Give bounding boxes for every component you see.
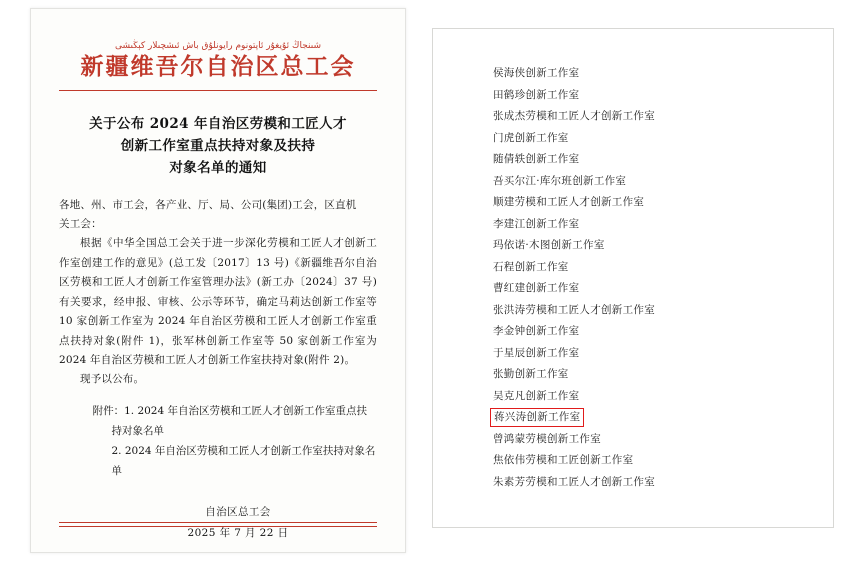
- notice-document-page: [30, 8, 406, 553]
- list-item: 曹红建创新工作室: [493, 282, 580, 294]
- list-item: 吾买尔江·库尔班创新工作室: [493, 174, 627, 187]
- studio-name-list: [493, 63, 813, 493]
- attachments-label-and-first: [59, 402, 377, 422]
- attachment-item-2: 2. 2024 年自治区劳模和工匠人才创新工作室扶持对象名单: [111, 444, 376, 477]
- list-item: [493, 407, 813, 429]
- body-paragraph-main: 根据《中华全国总工会关于进一步深化劳模和工匠人才创新工作室创建工作的意见》(总工发〔2017〕13 号)《新疆维吾尔自治区劳模和工匠人才创新工作室管理办法》(新工办〔2024〕37 号)有关要求，经申报、审核、公示等环节，确定马莉达创新工作室等 10 家创新工作室为 2024 年自治区劳模和工匠人才创新工作室重点扶持对象(附件 1)，张军林创新工作室等 50 家创新工作室为 2024 年自治区劳模和工匠人才创新工作室扶持对象(附件 2)。: [59, 237, 377, 366]
- list-item: 顺建劳模和工匠人才创新工作室: [493, 196, 645, 208]
- document-title-line-3: 对象名单的通知: [169, 160, 267, 177]
- attachments-block: [59, 402, 377, 482]
- list-item: 玛依诺·木图创新工作室: [493, 239, 605, 251]
- list-item: 于星辰创新工作室: [493, 346, 580, 359]
- document-title-line-1: 关于公布 2024 年自治区劳模和工匠人才: [89, 115, 347, 132]
- list-item: 朱素芳劳模和工匠人才创新工作室: [493, 475, 655, 488]
- list-item: 田鹤珍创新工作室: [493, 88, 580, 101]
- list-item: 曾鸿蒙劳模创新工作室: [493, 432, 601, 445]
- list-item: 侯海侠创新工作室: [493, 67, 580, 79]
- uighur-masthead-text: شىنجاڭ ئۇيغۇر ئاپتونوم رايونلۇق باش ئىشچىلار كېڭىشى: [114, 41, 321, 51]
- list-item: 李建江创新工作室: [493, 217, 580, 230]
- list-item: 石程创新工作室: [493, 260, 569, 273]
- attachment-list-page: [432, 28, 834, 528]
- attachments-label: 附件：: [92, 404, 125, 417]
- list-item: 门虎创新工作室: [493, 131, 569, 144]
- footer-rule-top: [59, 522, 377, 523]
- addressee-line-1: 各地、州、市工会，各产业、厅、局、公司(集团)工会，区直机: [59, 198, 357, 211]
- document-title-line-2: 创新工作室重点扶持对象及扶持: [120, 138, 316, 155]
- attachment-item-1: 1. 2024 年自治区劳模和工匠人才创新工作室重点扶: [124, 404, 368, 417]
- list-item: 张勤创新工作室: [493, 368, 569, 380]
- list-item: 李金钟创新工作室: [493, 325, 580, 337]
- document-title: [63, 113, 373, 180]
- body-paragraph-publish: 现予以公布。: [80, 373, 145, 386]
- list-item: 张成杰劳模和工匠人才创新工作室: [493, 110, 655, 122]
- list-item-highlighted: 蒋兴涛创新工作室: [490, 408, 584, 427]
- signature-organization: 自治区总工会: [205, 505, 271, 518]
- list-item: 焦依伟劳模和工匠创新工作室: [493, 454, 634, 466]
- footer-rule-bottom: [59, 526, 377, 527]
- list-item: 随倩轶创新工作室: [493, 153, 580, 165]
- organization-masthead: 新疆维吾尔自治区总工会: [80, 53, 356, 80]
- list-item: 吴克凡创新工作室: [493, 389, 580, 402]
- document-body: [59, 196, 377, 390]
- signature-date: 2025 年 7 月 22 日: [187, 526, 289, 539]
- masthead-divider: [59, 90, 377, 91]
- attachment-item-1-continued: 持对象名单: [111, 424, 164, 437]
- list-item: 张洪涛劳模和工匠人才创新工作室: [493, 303, 655, 316]
- document-footer-divider: [59, 522, 377, 530]
- addressee-line-2: 关工会：: [59, 217, 102, 230]
